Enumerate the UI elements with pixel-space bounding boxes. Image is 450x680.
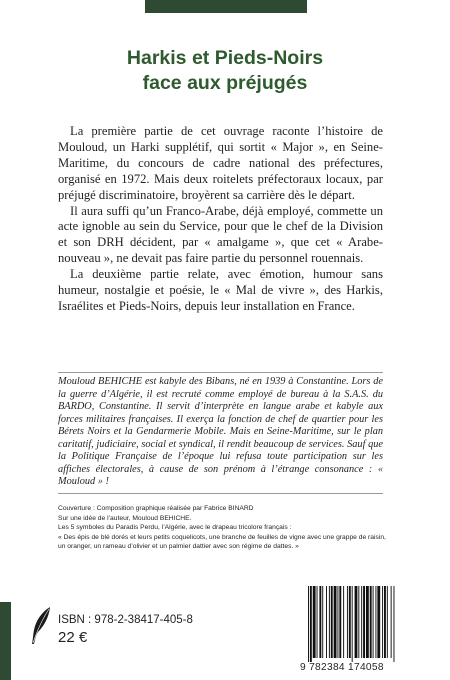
synopsis-paragraph: La deuxième partie relate, avec émotion, humour sans humeur, nostalgie et poésie, le « Mal de vivre », des Harkis, Israélites et Pieds-Noirs, depuis leur installation en France.: [58, 267, 383, 313]
cover-credits: [58, 504, 398, 552]
title-line-2: face aux préjugés: [142, 72, 308, 94]
barcode-bar: [329, 586, 330, 658]
barcode: [300, 586, 430, 674]
synopsis-paragraph: Il aura suffi qu’un Franco-Arabe, déjà employé, commette un acte ignoble au sein du Service, pour que le chef de la Division et son DRH décident, par « amalgame », que cet « Arabe-nouveau », ne devait pas faire partie du personnel rouennais.: [58, 203, 383, 266]
barcode-bar: [322, 586, 323, 658]
price: 22 €: [58, 629, 88, 646]
barcode-bar: [355, 586, 358, 658]
barcode-digits: 9 782384 174058: [300, 662, 384, 673]
credit-line: « Des épis de blé dorés et leurs petits coquelicots, une branche de feuilles de vigne avec une grappe de raisin,: [58, 533, 386, 541]
barcode-bar: [308, 586, 309, 662]
barcode-bar: [319, 586, 321, 658]
barcode-bar: [373, 586, 374, 658]
side-color-band: [0, 602, 11, 680]
barcode-bar: [310, 586, 312, 662]
barcode-bars: [300, 586, 430, 662]
barcode-bar: [375, 586, 376, 658]
barcode-bar: [334, 586, 337, 658]
credit-line: un oranger, un rameau d’olivier et un palmier dattier avec son régime de dattes. »: [58, 543, 299, 550]
quill-feather-icon: [30, 606, 52, 646]
barcode-bar: [347, 586, 348, 658]
barcode-bar: [317, 586, 318, 658]
barcode-bar: [352, 586, 353, 662]
barcode-bar: [349, 586, 351, 658]
barcode-bar: [343, 586, 344, 658]
barcode-bar: [331, 586, 333, 658]
barcode-bar: [337, 586, 338, 658]
barcode-bar: [366, 586, 369, 658]
barcode-bar: [391, 586, 392, 658]
barcode-bar: [394, 586, 395, 662]
synopsis: [58, 124, 383, 315]
book-title: [0, 46, 450, 96]
barcode-bar: [384, 586, 386, 658]
barcode-bar: [377, 586, 380, 658]
barcode-bar: [382, 586, 383, 658]
barcode-bar: [358, 586, 359, 658]
author-bio: Mouloud BEHICHE est kabyle des Bibans, né en 1939 à Constantine. Lors de la guerre d’Algérie, il est recruté comme employé de bureau à la S.A.S. du BARDO, Constantine. Il servit d’interprète en langue arabe et kabyle aux forces militaires françaises. Il exerça la fonction de chef de quartier pour les Bérets Noirs et la Gendarmerie Mobile. Mais en Seine-Maritime, sur le plan caritatif, judiciaire, social et syndical, il rendit beaucoup de services. Sauf que la Politique Française de l’époque lui refusa toute participation sur les affiches électorales, à cause de son prénom à l’étrange consonance : « Mouloud » !: [58, 372, 383, 494]
credit-line: Les 5 symboles du Paradis Perdu, l’Algérie, avec le drapeau tricolore français :: [58, 524, 292, 531]
barcode-bar: [370, 586, 372, 658]
barcode-bar: [313, 586, 316, 658]
title-line-1: Harkis et Pieds-Noirs: [126, 47, 324, 69]
synopsis-paragraph: La première partie de cet ouvrage raconte l’histoire de Mouloud, un Harki supplétif, qui sortit « Major », en Seine-Maritime, du concours de cadre national des préfectures, organisé en 1972. Mais deux roitelets préfectoraux locaux, par préjugé discriminatoire, broyèrent sa carrière dès le départ.: [58, 124, 383, 202]
barcode-bar: [326, 586, 327, 658]
credit-line: Sur une idée de l’auteur, Mouloud BEHICHE.: [58, 514, 192, 522]
top-color-band: [145, 0, 307, 13]
credit-line: Couverture : Composition graphique réalisée par Fabrice BINARD: [58, 505, 254, 512]
barcode-bar: [361, 586, 362, 658]
barcode-bar: [387, 586, 388, 658]
isbn: ISBN : 978-2-38417-405-8: [58, 614, 193, 626]
barcode-bar: [363, 586, 365, 658]
barcode-bar: [339, 586, 341, 658]
